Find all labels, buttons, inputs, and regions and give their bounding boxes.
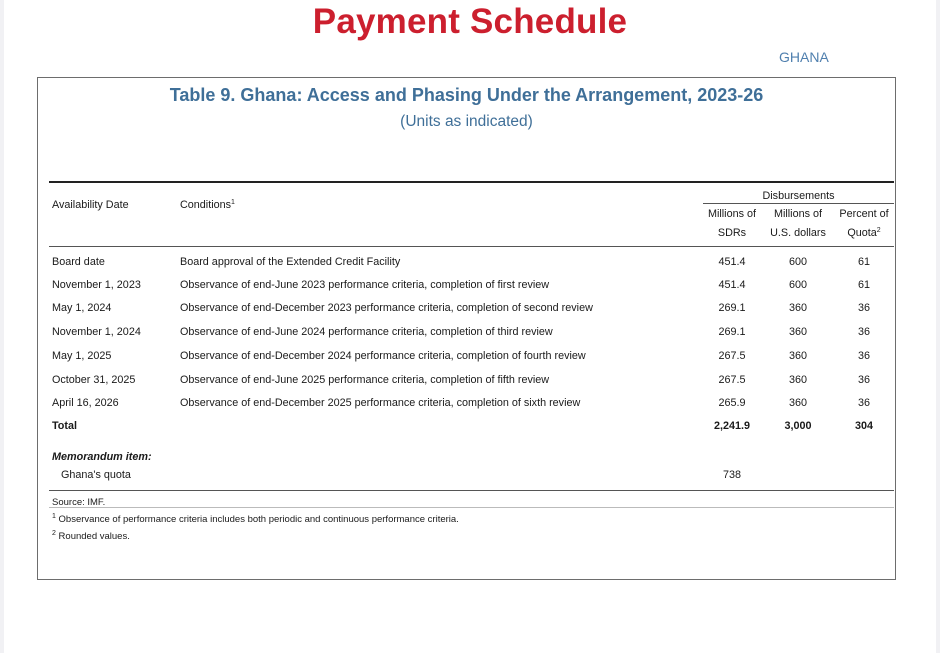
memo-item-sdr: 738: [722, 469, 741, 481]
footnote-2-text: Rounded values.: [58, 531, 130, 542]
table-top-rule: [49, 181, 894, 183]
slide: [4, 0, 936, 653]
memo-label: Memorandum item:: [52, 451, 152, 463]
row-sdr: 451.4: [718, 279, 746, 291]
header-usd-line1: Millions of: [773, 208, 822, 220]
row-condition: Board approval of the Extended Credit Facility: [180, 256, 401, 268]
table-document: [37, 77, 896, 580]
table-subtitle: (Units as indicated): [400, 113, 533, 130]
header-conditions-label: Conditions: [180, 199, 232, 211]
header-sdr-line2: SDRs: [717, 227, 747, 239]
row-usd: 360: [788, 397, 807, 409]
total-quota: 304: [854, 420, 873, 432]
row-quota: 36: [857, 397, 870, 409]
source-note: Source: IMF.: [52, 497, 106, 508]
row-sdr: 265.9: [718, 397, 746, 409]
disbursements-rule: [703, 203, 894, 204]
footnote-1-mark: 1: [52, 513, 56, 520]
row-usd: 360: [788, 350, 807, 362]
row-sdr: 269.1: [718, 302, 746, 314]
row-usd: 600: [788, 279, 807, 291]
header-bottom-rule: [49, 246, 894, 247]
header-conditions-footnote: 1: [231, 199, 235, 206]
row-condition: Observance of end-December 2025 performance criteria, completion of sixth review: [180, 397, 581, 409]
header-sdr-line1: Millions of: [707, 208, 756, 220]
row-quota: 36: [857, 326, 870, 338]
source-rule: [49, 507, 894, 508]
row-date: November 1, 2023: [52, 279, 141, 291]
row-condition: Observance of end-June 2024 performance criteria, completion of third review: [180, 326, 553, 338]
row-date: Board date: [52, 256, 105, 268]
row-quota: 36: [857, 302, 870, 314]
total-label: Total: [52, 420, 77, 432]
row-sdr: 269.1: [718, 326, 746, 338]
row-date: May 1, 2025: [52, 350, 112, 362]
country-label: GHANA: [779, 49, 829, 65]
row-quota: 61: [857, 256, 870, 268]
row-usd: 360: [788, 302, 807, 314]
slide-title: Payment Schedule: [312, 2, 628, 41]
total-sdr: 2,241.9: [713, 420, 751, 432]
footnote-1-text: Observance of performance criteria includes both periodic and continuous performance criteria.: [58, 514, 459, 525]
header-quota-footnote: 2: [876, 227, 881, 234]
row-condition: Observance of end-December 2024 performance criteria, completion of fourth review: [180, 350, 586, 362]
row-condition: Observance of end-December 2023 performance criteria, completion of second review: [180, 302, 593, 314]
row-usd: 360: [788, 374, 807, 386]
row-sdr: 267.5: [718, 350, 746, 362]
row-sdr: 267.5: [718, 374, 746, 386]
header-quota-line1: Percent of: [839, 208, 889, 220]
header-conditions: [180, 199, 235, 212]
table-bottom-rule: [49, 490, 894, 491]
table-title: Table 9. Ghana: Access and Phasing Under the Arrangement, 2023-26: [169, 85, 764, 105]
row-quota: 36: [857, 374, 870, 386]
memo-item-label: Ghana's quota: [61, 469, 131, 481]
row-condition: Observance of end-June 2025 performance criteria, completion of fifth review: [180, 374, 550, 386]
header-quota-line2: [833, 227, 895, 240]
row-usd: 600: [788, 256, 807, 268]
row-usd: 360: [788, 326, 807, 338]
footnote-1: [52, 513, 459, 526]
header-disbursements: Disbursements: [762, 190, 835, 202]
header-usd-line2: U.S. dollars: [770, 227, 826, 239]
footnote-2-mark: 2: [52, 530, 56, 537]
row-sdr: 451.4: [718, 256, 746, 268]
header-quota-label: Quota: [847, 227, 877, 239]
row-date: April 16, 2026: [52, 397, 119, 409]
total-usd: 3,000: [784, 420, 812, 432]
row-date: November 1, 2024: [52, 326, 141, 338]
row-date: October 31, 2025: [52, 374, 136, 386]
footnote-2: [52, 530, 130, 543]
row-quota: 61: [857, 279, 870, 291]
header-availability-date: Availability Date: [52, 199, 129, 211]
row-date: May 1, 2024: [52, 302, 112, 314]
row-quota: 36: [857, 350, 870, 362]
row-condition: Observance of end-June 2023 performance criteria, completion of first review: [180, 279, 550, 291]
